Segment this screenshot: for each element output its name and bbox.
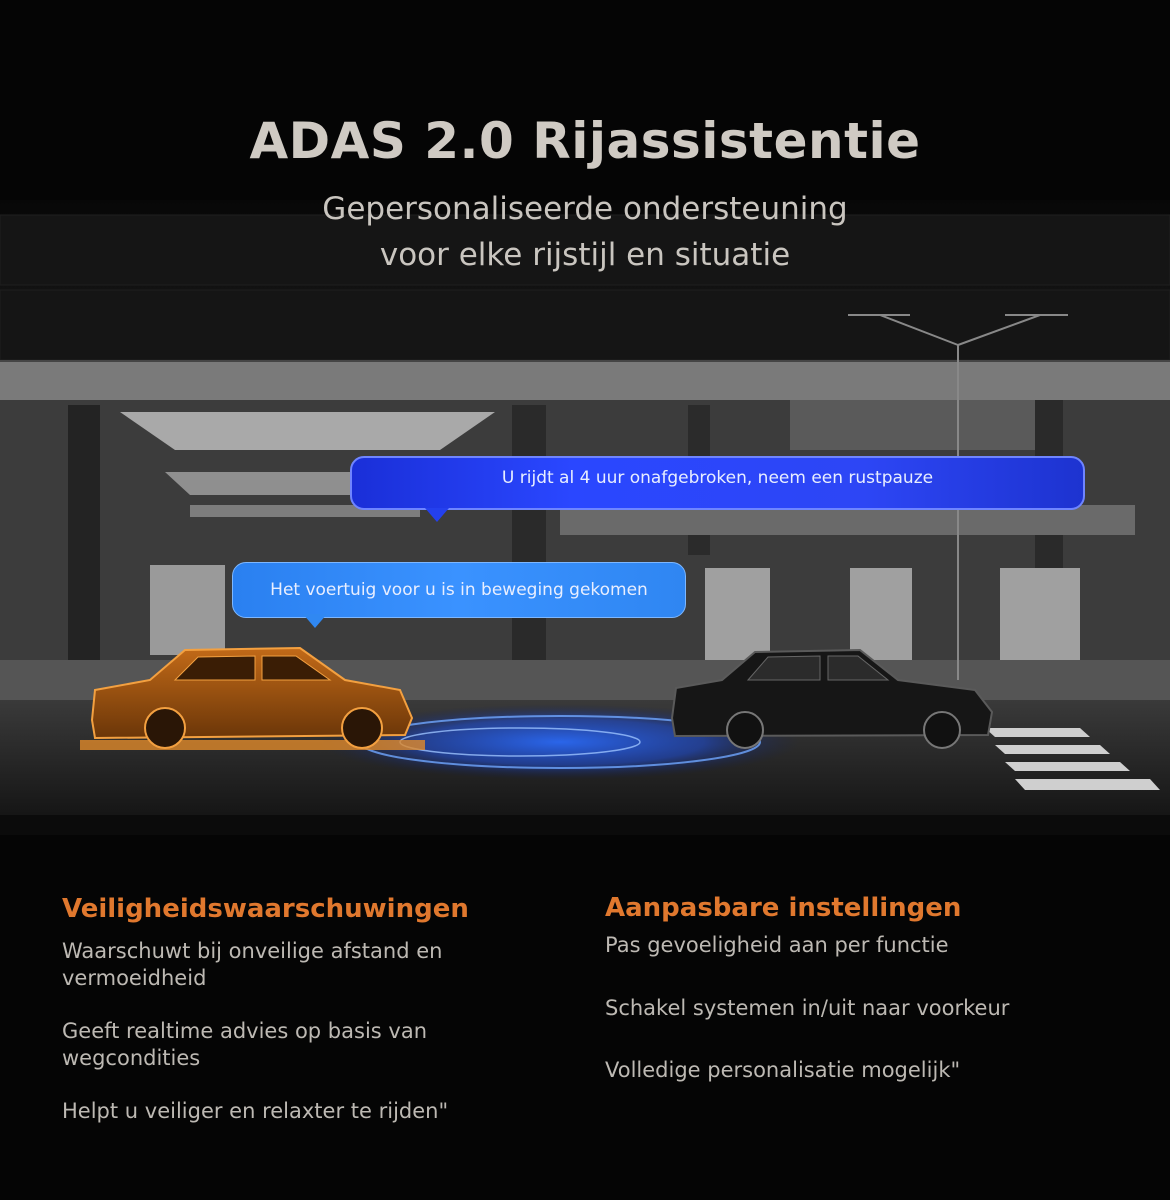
shop-window	[150, 565, 225, 655]
safety-warning-item: Geeft realtime advies op basis van wegcondities	[62, 1019, 428, 1070]
fatigue-alert-pointer	[425, 508, 449, 522]
custom-settings-item: Schakel systemen in/uit naar voorkeur	[605, 996, 1010, 1020]
canopy	[120, 412, 495, 450]
vehicle-moving-alert-bubble	[232, 562, 686, 618]
safety-warnings-heading: Veiligheidswaarschuwingen	[62, 894, 469, 924]
custom-settings-item: Volledige personalisatie mogelijk"	[605, 1058, 961, 1082]
custom-settings-heading: Aanpasbare instellingen	[605, 893, 962, 923]
fatigue-alert-text: U rijdt al 4 uur onafgebroken, neem een rustpauze	[501, 468, 934, 488]
safety-warning-item: Helpt u veiliger en relaxter te rijden"	[62, 1099, 449, 1123]
fatigue-alert-bubble	[350, 456, 1085, 510]
subtitle-line: Gepersonaliseerde ondersteuning	[322, 191, 848, 227]
vehicle-moving-alert-text: Het voertuig voor u is in beweging gekomen	[270, 580, 648, 600]
safety-warning-item: Waarschuwt bij onveilige afstand en vermoeidheid	[62, 939, 443, 990]
pillar	[68, 405, 100, 700]
custom-settings-item: Pas gevoeligheid aan per functie	[605, 933, 949, 957]
subtitle-line: voor elke rijstijl en situatie	[379, 237, 791, 273]
vehicle-moving-alert-pointer	[303, 614, 327, 628]
page-title: ADAS 2.0 Rijassistentie	[249, 112, 921, 170]
page-subtitle	[200, 186, 970, 278]
